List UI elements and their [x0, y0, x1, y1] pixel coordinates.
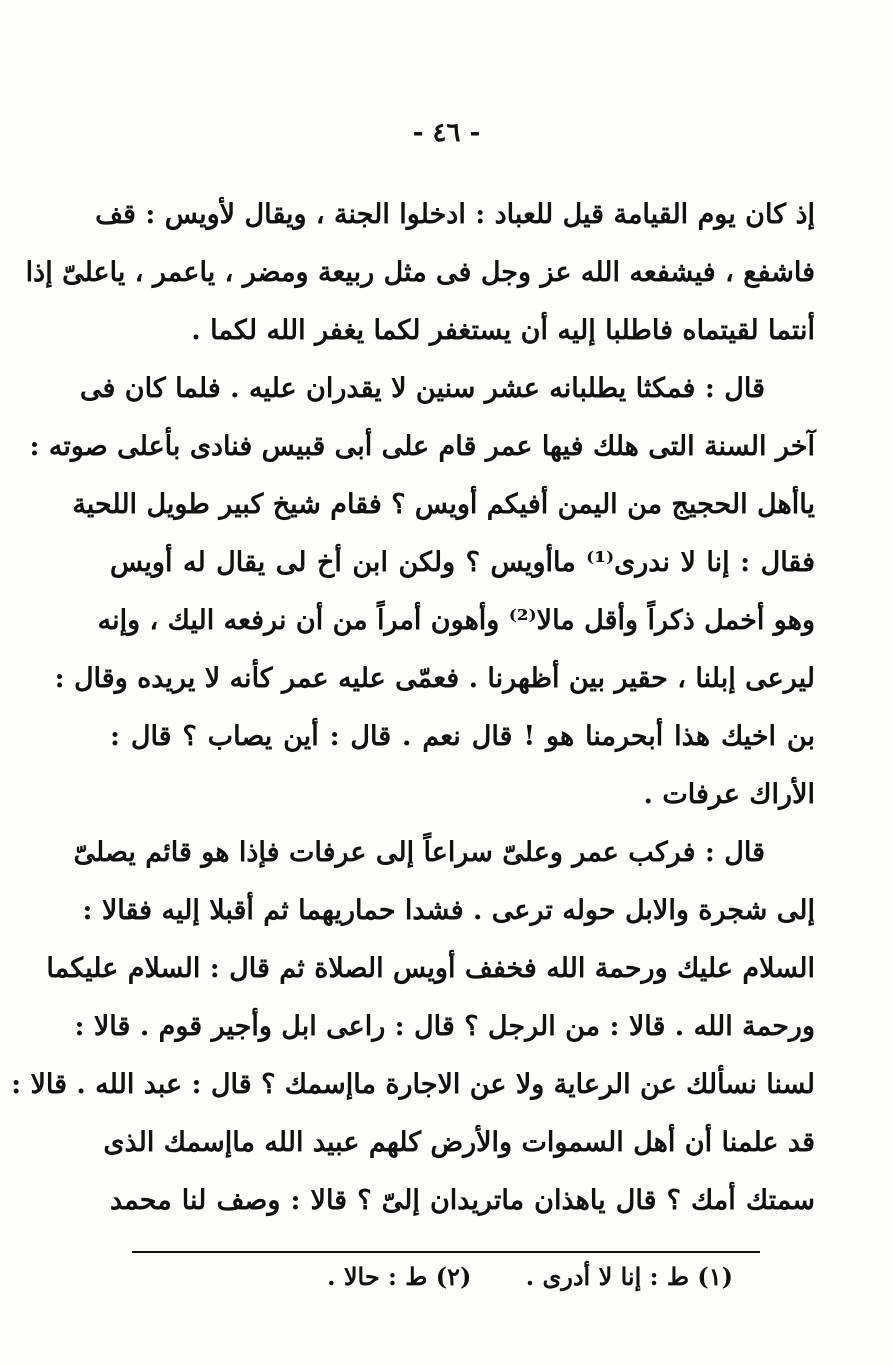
text-line: ورحمة الله . قالا : من الرجل ؟ قال : راعى ابل وأجير قوم . قالا :: [74, 1011, 815, 1042]
text-line: قال : فمكثا يطلبانه عشر سنين لا يقدران عليه . فلما كان فى: [79, 373, 765, 404]
footnote-1: (١) ط : إنا لا أدرى .: [525, 1262, 733, 1291]
footnote-divider: [132, 1251, 760, 1253]
page-number: - ٤٦ -: [412, 118, 481, 148]
paragraph-1: [25, 186, 815, 360]
footnote-2: (٢) ط : حالا .: [327, 1262, 472, 1291]
text-line: ياأهل الحجيج من اليمن أفيكم أويس ؟ فقام شيخ كبير طويل اللحية: [72, 489, 815, 520]
text-line: بن اخيك هذا أبحرمنا هو ! قال نعم . قال : أين يصاب ؟ قال :: [110, 721, 815, 752]
text-line: لسنا نسألك عن الرعاية ولا عن الاجارة ماإسمك ؟ قال : عبد الله . قالا :: [11, 1069, 815, 1100]
text-line: فقال : إنا لا ندرى⁽¹⁾ ماأويس ؟ ولكن ابن أخ لى يقال له أويس: [110, 547, 815, 578]
text-line: قال : فركب عمر وعلىّ سراعاً إلى عرفات فإذا هو قائم يصلىّ: [73, 837, 765, 868]
text-line: وهو أخمل ذكراً وأقل مالا⁽²⁾ وأهون أمراً من أن نرفعه اليك ، وإنه: [97, 605, 815, 636]
text-line: أنتما لقيتماه فاطلبا إليه أن يستغفر لكما يغفر الله لكما .: [191, 315, 815, 346]
text-line: السلام عليك ورحمة الله فخفف أويس الصلاة ثم قال : السلام عليكما: [46, 953, 815, 984]
text-line: قد علمنا أن أهل السموات والأرض كلهم عبيد الله ماإسمك الذى: [103, 1127, 815, 1158]
paragraph-3: [11, 824, 815, 1230]
text-line: ليرعى إبلنا ، حقير بين أظهرنا . فعمّى عليه عمر كأنه لا يريده وقال :: [54, 663, 815, 694]
text-line: فاشفع ، فيشفعه الله عز وجل فى مثل ربيعة ومضر ، ياعمر ، ياعلىّ إذا: [25, 257, 815, 288]
footnotes: [281, 1262, 733, 1291]
text-line: آخر السنة التى هلك فيها عمر قام على أبى قبيس فنادى بأعلى صوته :: [29, 431, 815, 462]
paragraph-2: [29, 360, 815, 824]
text-line: سمتك أمك ؟ قال ياهذان ماتريدان إلىّ ؟ قالا : وصف لنا محمد: [110, 1185, 815, 1216]
text-line: إذ كان يوم القيامة قيل للعباد : ادخلوا الجنة ، ويقال لأويس : قف: [95, 199, 815, 230]
text-line: إلى شجرة والابل حوله ترعى . فشدا حماريهما ثم أقبلا إليه فقالا :: [82, 895, 815, 926]
text-line: الأراك عرفات .: [643, 779, 815, 810]
